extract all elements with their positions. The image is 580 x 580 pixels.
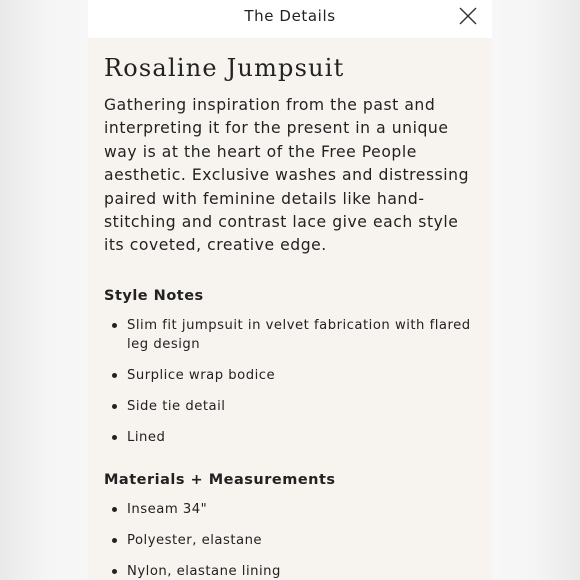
list-item (104, 500, 477, 520)
list-item (104, 428, 477, 448)
list-item (104, 316, 477, 355)
bullet-icon (112, 404, 117, 409)
materials-heading: Materials + Measurements (104, 471, 336, 488)
product-description: Gathering inspiration from the past and interpreting it for the present in a unique way is at the heart of the Free People aesthetic. Exclusive washes and distressing paired with feminine details like hand-stitching and contrast lace give each style its coveted, creative edge. (104, 96, 470, 255)
bullet-icon (112, 569, 117, 574)
list-item-text: Slim fit jumpsuit in velvet fabrication with flared leg design (127, 317, 471, 353)
bullet-icon (112, 373, 117, 378)
bullet-icon (112, 323, 117, 328)
close-button[interactable] (458, 6, 478, 26)
bullet-icon (112, 507, 117, 512)
list-item-text: Inseam 34" (127, 501, 208, 517)
close-icon (458, 6, 478, 26)
list-item (104, 562, 477, 580)
panel-title: The Details (244, 7, 336, 25)
list-item (104, 397, 477, 417)
style-notes-list (104, 316, 477, 448)
details-content (88, 52, 492, 580)
materials-list (104, 500, 477, 580)
bullet-icon (112, 538, 117, 543)
list-item-text: Side tie detail (127, 399, 226, 415)
bullet-icon (112, 435, 117, 440)
list-item (104, 531, 477, 551)
list-item-text: Lined (127, 430, 166, 446)
style-notes-heading: Style Notes (104, 287, 204, 304)
list-item-text: Polyester, elastane (127, 532, 263, 548)
details-panel (88, 0, 492, 580)
list-item-text: Surplice wrap bodice (127, 368, 276, 384)
panel-header (88, 0, 492, 38)
list-item-text: Nylon, elastane lining (127, 563, 281, 579)
product-title: Rosaline Jumpsuit (104, 54, 345, 82)
list-item (104, 366, 477, 386)
